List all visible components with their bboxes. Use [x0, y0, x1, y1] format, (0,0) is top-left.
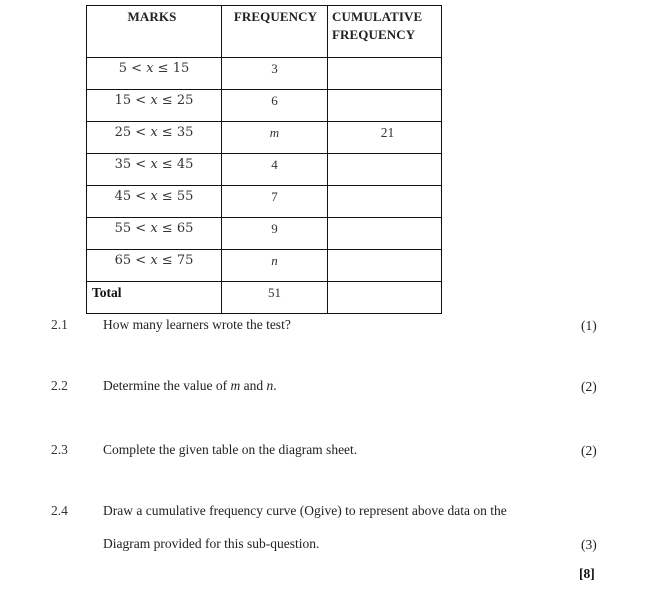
table-row	[87, 90, 442, 122]
marks-interval: 65 < x ≤ 75	[87, 250, 222, 282]
header-cumulative-frequency	[328, 6, 442, 58]
table-row	[87, 186, 442, 218]
total-frequency: 51	[222, 282, 328, 314]
marks-interval: 45 < x ≤ 55	[87, 186, 222, 218]
cumulative-frequency-value	[328, 154, 442, 186]
variable-n: n	[266, 378, 274, 393]
frequency-value: 7	[222, 186, 328, 218]
frequency-value: 4	[222, 154, 328, 186]
marks-interval: 35 < x ≤ 45	[87, 154, 222, 186]
question-number-2-1: 2.1	[51, 317, 68, 332]
frequency-table	[86, 5, 442, 314]
header-cumulative-line2: FREQUENCY	[332, 27, 416, 42]
question-text-2-4-line1: Draw a cumulative frequency curve (Ogive) to represent above data on the	[103, 503, 507, 518]
question-number-2-2: 2.2	[51, 378, 68, 393]
header-marks: MARKS	[87, 6, 222, 58]
cumulative-frequency-value	[328, 250, 442, 282]
table-row	[87, 218, 442, 250]
question-text-2-2: Determine the value of m and n.	[103, 378, 277, 393]
total-label: Total	[87, 282, 222, 314]
question-number-2-4: 2.4	[51, 503, 68, 518]
marks-interval: 15 < x ≤ 25	[87, 90, 222, 122]
marks-interval: 55 < x ≤ 65	[87, 218, 222, 250]
question-marks-2-3: (2)	[581, 443, 597, 458]
cumulative-frequency-value	[328, 58, 442, 90]
table-row	[87, 122, 442, 154]
table-header-row	[87, 6, 442, 58]
frequency-value-m: m	[222, 122, 328, 154]
frequency-value: 9	[222, 218, 328, 250]
marks-interval: 25 < x ≤ 35	[87, 122, 222, 154]
table-row	[87, 154, 442, 186]
question-marks-2-4: (3)	[581, 537, 597, 552]
section-total-marks: [8]	[579, 566, 595, 581]
header-frequency: FREQUENCY	[222, 6, 328, 58]
question-number-2-3: 2.3	[51, 442, 68, 457]
frequency-value: 6	[222, 90, 328, 122]
marks-interval: 5 < x ≤ 15	[87, 58, 222, 90]
frequency-value: 3	[222, 58, 328, 90]
table-total-row	[87, 282, 442, 314]
question-text-2-4-line2: Diagram provided for this sub-question.	[103, 536, 320, 551]
question-text-2-3: Complete the given table on the diagram sheet.	[103, 442, 358, 457]
cumulative-frequency-value	[328, 218, 442, 250]
table-row	[87, 250, 442, 282]
header-cumulative-line1: CUMULATIVE	[332, 9, 423, 24]
cumulative-frequency-value	[328, 90, 442, 122]
cumulative-frequency-value: 21	[328, 122, 442, 154]
question-marks-2-1: (1)	[581, 318, 597, 333]
frequency-value-n: n	[222, 250, 328, 282]
total-cumulative	[328, 282, 442, 314]
question-marks-2-2: (2)	[581, 379, 597, 394]
question-text-2-1: How many learners wrote the test?	[103, 317, 291, 332]
table-row	[87, 58, 442, 90]
variable-m: m	[230, 378, 241, 393]
cumulative-frequency-value	[328, 186, 442, 218]
